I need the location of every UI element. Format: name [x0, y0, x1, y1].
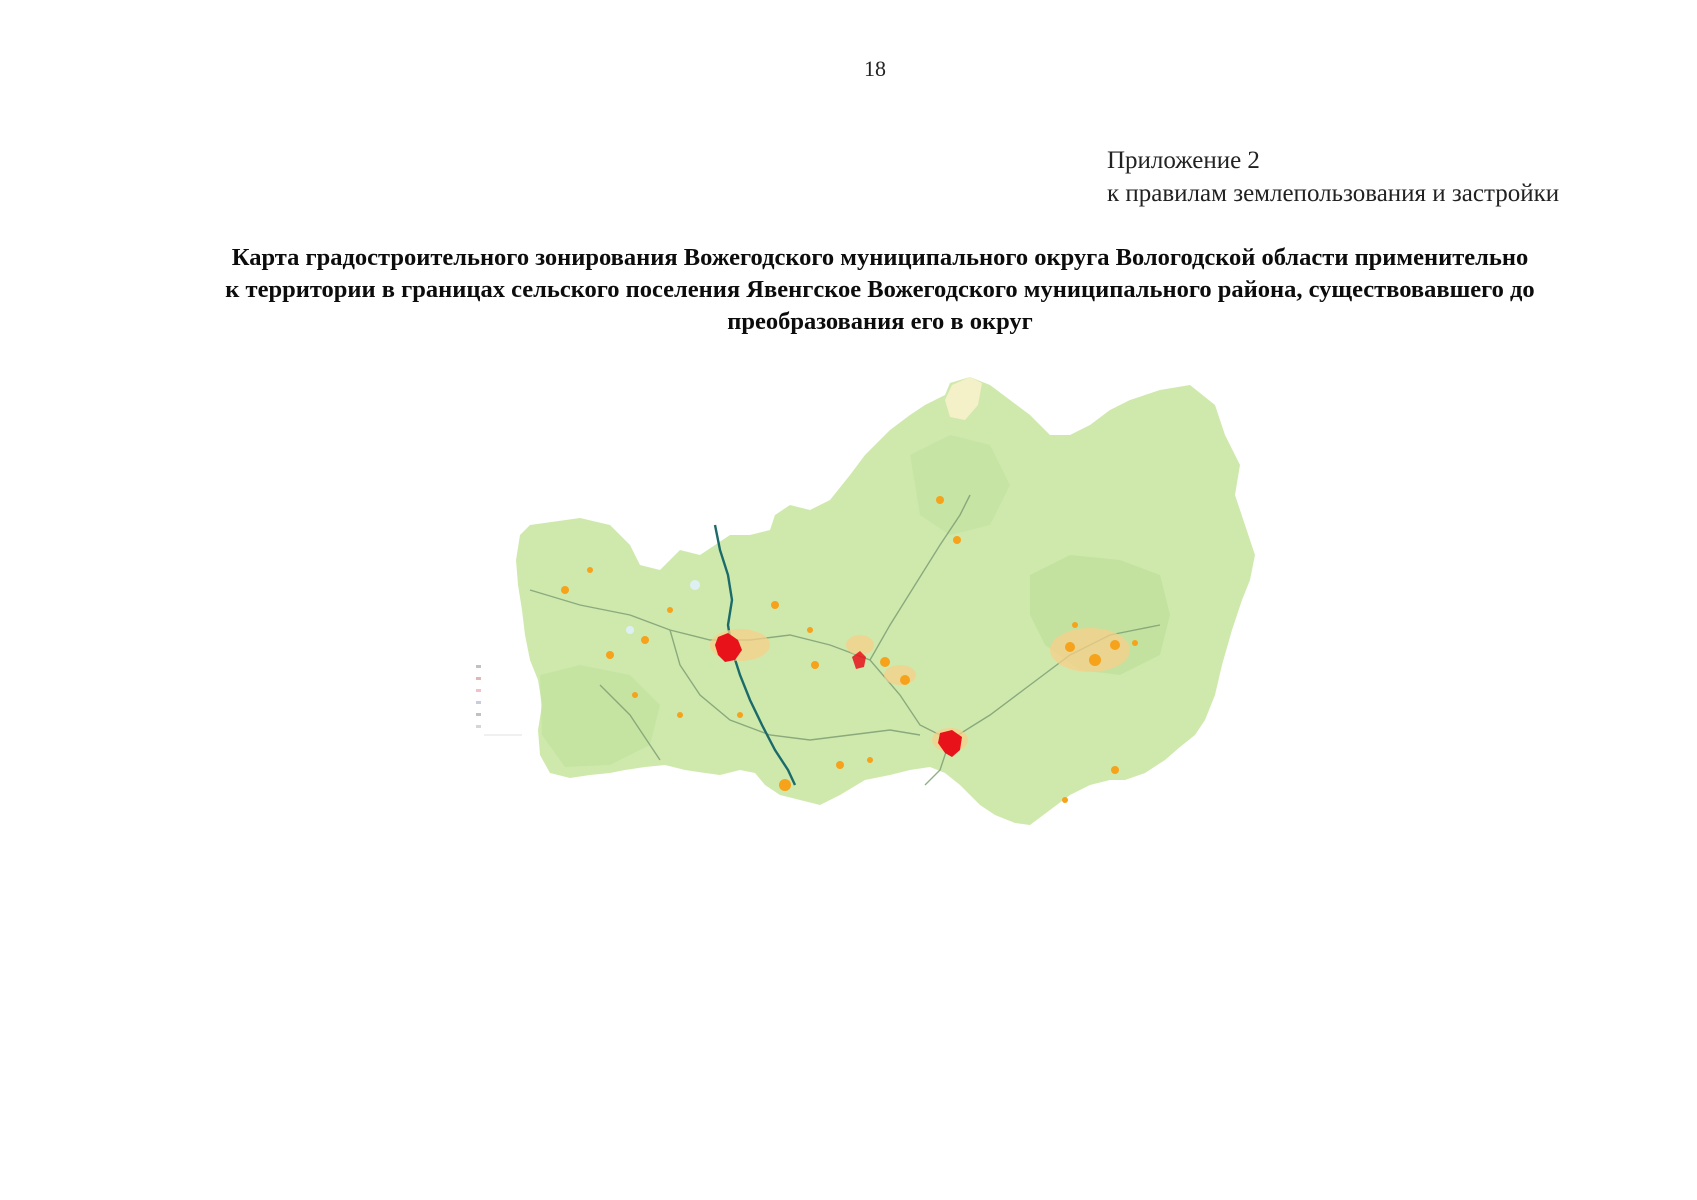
- settlement-minor-20: [1111, 766, 1119, 774]
- settlement-minor-23: [836, 761, 844, 769]
- settlement-minor-18: [1072, 622, 1078, 628]
- appendix-line-1: Приложение 2: [1107, 147, 1260, 174]
- settlement-minor-11: [880, 657, 890, 667]
- legend-mark-5: [476, 713, 481, 716]
- zoning-map: [470, 375, 1290, 895]
- settlement-minor-21: [1062, 797, 1068, 803]
- title-line-2: к территории в границах сельского поселения Явенгское Вожегодского муниципального района, существовавшего до: [225, 276, 1535, 303]
- legend-mark-2: [476, 677, 481, 680]
- title-line-3: преобразования его в округ: [727, 308, 1033, 335]
- settlement-minor-9: [807, 627, 813, 633]
- document-title: [120, 242, 1640, 338]
- settlement-minor-24: [737, 712, 743, 718]
- page-number: 18: [864, 56, 886, 81]
- settlement-minor-13: [936, 496, 944, 504]
- settlement-minor-17: [1110, 640, 1120, 650]
- settlement-minor-7: [677, 712, 683, 718]
- settlement-minor-22: [779, 779, 791, 791]
- settlement-minor-6: [632, 692, 638, 698]
- settlement-minor-15: [1065, 642, 1075, 652]
- settlement-minor-19: [1132, 640, 1138, 646]
- appendix-line-2: к правилам землепользования и застройки: [1107, 180, 1560, 207]
- legend-mark-4: [476, 701, 481, 704]
- settlement-minor-8: [771, 601, 779, 609]
- lake-2: [626, 626, 634, 634]
- settlement-minor-10: [811, 661, 819, 669]
- appendix-block: [1107, 144, 1559, 210]
- legend-mark-1: [476, 665, 481, 668]
- settlement-minor-16: [1089, 654, 1101, 666]
- map-legend: [476, 665, 522, 735]
- lake-1: [690, 580, 700, 590]
- legend-mark-6: [476, 725, 481, 728]
- settlement-minor-25: [867, 757, 873, 763]
- settlement-minor-3: [606, 651, 614, 659]
- title-line-1: Карта градостроительного зонирования Вожегодского муниципального округа Вологодской области применительно: [231, 244, 1529, 271]
- settlement-minor-2: [587, 567, 593, 573]
- zoning-map-svg: [470, 375, 1290, 895]
- settlement-minor-4: [641, 636, 649, 644]
- settlement-minor-1: [561, 586, 569, 594]
- legend-mark-3: [476, 689, 481, 692]
- settlement-minor-14: [953, 536, 961, 544]
- halo-2: [1050, 628, 1130, 672]
- settlement-minor-12: [900, 675, 910, 685]
- halo-5: [884, 665, 916, 685]
- settlement-minor-5: [667, 607, 673, 613]
